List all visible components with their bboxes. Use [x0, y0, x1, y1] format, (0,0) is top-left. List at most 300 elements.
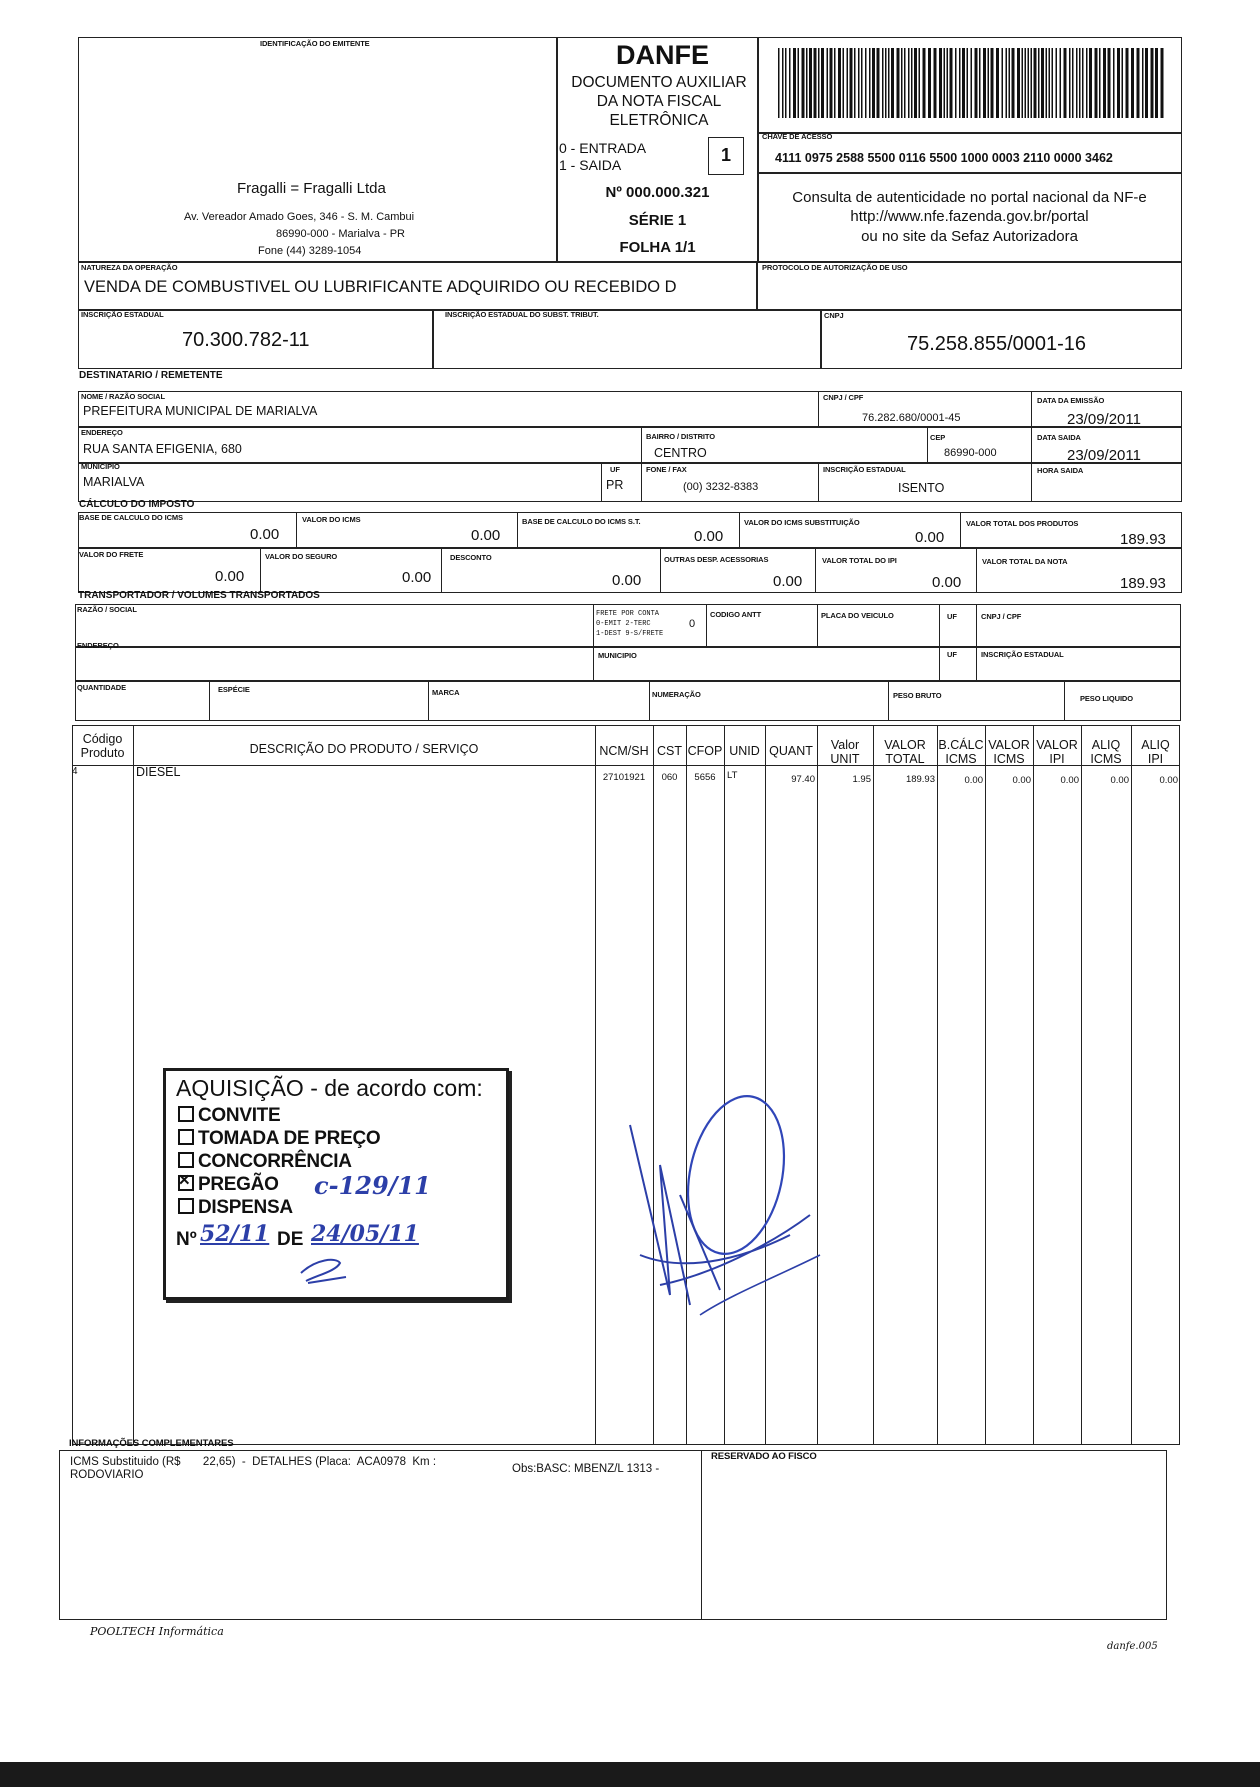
stamp-option-label: CONVITE [198, 1105, 281, 1126]
row-quant: 97.40 [791, 774, 815, 785]
emitente-cep-city: 86990-000 - Marialva - PR [276, 228, 406, 240]
barcode-bar [1009, 48, 1011, 118]
stamp-option-label: PREGÃO [198, 1174, 279, 1195]
frete-conta-3: 1-DEST 9-S/FRETE [596, 630, 664, 638]
barcode-bar [827, 48, 829, 118]
dest-endereco-label: ENDEREÇO [81, 428, 123, 437]
barcode-bar [814, 48, 817, 118]
dest-ie-label: INSCRIÇÃO ESTADUAL [823, 465, 906, 474]
divider [976, 604, 977, 648]
dest-nome-value: PREFEITURA MUNICIPAL DE MARIALVA [83, 404, 318, 418]
transp-ie-label: INSCRIÇÃO ESTADUAL [981, 650, 1064, 659]
barcode-bar [950, 48, 953, 118]
chave-label: CHAVE DE ACESSO [762, 132, 833, 141]
stamp-numero-handwritten: 52/11 [200, 1221, 270, 1247]
dest-cep-label: CEP [930, 433, 946, 442]
dest-cnpj-label: CNPJ / CPF [823, 393, 864, 402]
barcode-bar [1049, 48, 1051, 118]
seguro-value: 0.00 [402, 569, 432, 586]
numeracao-label: NUMERAÇÃO [652, 690, 701, 699]
barcode-bar [854, 48, 856, 118]
desconto-label: DESCONTO [450, 553, 492, 562]
ie-st-label: INSCRIÇÃO ESTADUAL DO SUBST. TRIBUT. [445, 310, 599, 319]
barcode-bar [1064, 48, 1067, 118]
checkbox-icon [178, 1129, 194, 1145]
stamp-initial-mark [296, 1253, 356, 1289]
dest-municipio-label: MUNICIPIO [81, 462, 120, 471]
frete-label: VALOR DO FRETE [79, 550, 144, 559]
imposto-section: CÁLCULO DO IMPOSTO [79, 499, 195, 510]
hdr-vipi-1: VALOR [1036, 738, 1078, 752]
footer-software: POOLTECH Informática [90, 1625, 224, 1638]
tipo-value: 1 [720, 145, 731, 165]
transp-endereco-label: ENDEREÇO [77, 641, 119, 650]
divider [817, 604, 818, 648]
divider [601, 462, 602, 502]
barcode-bar [1122, 48, 1124, 118]
barcode-bar [850, 48, 853, 118]
desconto-value: 0.00 [612, 572, 642, 589]
row-bcalc: 0.00 [964, 775, 983, 786]
danfe-subtitle-2: DA NOTA FISCAL [596, 93, 722, 110]
emitente-section-label: IDENTIFICAÇÃO DO EMITENTE [260, 39, 370, 48]
hdr-descricao: DESCRIÇÃO DO PRODUTO / SERVIÇO [249, 742, 479, 756]
stamp-data-handwritten: 24/05/11 [311, 1221, 419, 1247]
hdr-unid: UNID [729, 744, 760, 758]
ipi-value: 0.00 [932, 574, 962, 591]
hdr-aipi-2: IPI [1147, 752, 1164, 766]
barcode-bar [809, 48, 812, 118]
divider [939, 604, 940, 648]
barcode-bar [908, 48, 910, 118]
row-vicms: 0.00 [1012, 775, 1031, 786]
destinatario-section: DESTINATARIO / REMETENTE [79, 370, 223, 381]
row-codigo: 4 [72, 766, 78, 777]
dest-row2 [78, 426, 1182, 464]
especie-label: ESPÉCIE [218, 685, 250, 694]
consulta-line-1: Consulta de autenticidade no portal nacional da NF-e [792, 189, 1147, 206]
dest-row3 [78, 462, 1182, 502]
barcode-bar [818, 48, 820, 118]
barcode-bar [877, 48, 880, 118]
barcode-bar [843, 48, 845, 118]
row-ncm: 27101921 [602, 772, 646, 783]
stamp-title: AQUISIÇÃO - de acordo com: [176, 1075, 483, 1101]
valor-icms-value: 0.00 [471, 527, 501, 544]
barcode-bar [897, 48, 900, 118]
barcode-bar [1002, 48, 1004, 118]
hdr-aicms-2: ICMS [1090, 752, 1122, 766]
barcode-bar [1006, 48, 1008, 118]
barcode-bar [979, 48, 981, 118]
barcode-bar [1099, 48, 1101, 118]
dest-cnpj-value: 76.282.680/0001-45 [862, 412, 961, 424]
barcode-bar [821, 48, 824, 118]
adicionais-line-1: ICMS Substituido (R$ 22,65) - DETALHES (Placa: ACA0978 Km : [70, 1456, 437, 1468]
hdr-codigo-1: Código [82, 732, 123, 746]
ie-label: INSCRIÇÃO ESTADUAL [81, 310, 164, 319]
transp-antt-label: CODIGO ANTT [710, 610, 762, 619]
barcode-bar [1022, 48, 1024, 118]
danfe-subtitle-1: DOCUMENTO AUXILIAR [571, 74, 747, 91]
barcode-bar [901, 48, 903, 118]
barcode-bar [789, 48, 791, 118]
barcode-bar [1060, 48, 1062, 118]
divider [441, 547, 442, 593]
barcode-bar [1038, 48, 1040, 118]
barcode-bar [1031, 48, 1033, 118]
divider [888, 681, 889, 721]
divider [1031, 391, 1032, 428]
barcode-bar [1131, 48, 1134, 118]
total-prod-label: VALOR TOTAL DOS PRODUTOS [966, 519, 1079, 528]
divider [209, 681, 210, 721]
hdr-bcalc-1: B.CÁLC [938, 738, 984, 752]
barcode-bar [983, 48, 986, 118]
transp-municipio-label: MUNICIPIO [598, 651, 637, 660]
divider [701, 1450, 702, 1620]
barcode-bar [1052, 48, 1054, 118]
frete-conta-2: 0-EMIT 2-TERC [596, 620, 651, 628]
row-vunit: 1.95 [852, 774, 871, 785]
footer-code: danfe.005 [1107, 1641, 1158, 1652]
barcode-bar [1017, 48, 1020, 118]
barcode-bar [1086, 48, 1088, 118]
nf-serie: SÉRIE 1 [628, 212, 687, 229]
row-cfop: 5656 [694, 772, 716, 783]
chave-value: 4111 0975 2588 5500 0116 5500 1000 0003 2110 0000 3462 [775, 151, 1113, 165]
pregao-handwritten: c-129/11 [314, 1171, 431, 1200]
barcode-bar [1126, 48, 1129, 118]
barcode-bar [1161, 48, 1164, 118]
dest-fone-value: (00) 3232-8383 [683, 481, 759, 493]
barcode-bar [798, 48, 800, 118]
barcode-bar [967, 48, 969, 118]
barcode-bar [858, 48, 860, 118]
protocolo-label: PROTOCOLO DE AUTORIZAÇÃO DE USO [762, 263, 908, 272]
danfe-subtitle-3: ELETRÔNICA [609, 112, 709, 129]
emitente-name: Fragalli = Fragalli Ltda [237, 180, 386, 197]
total-prod-value: 189.93 [1120, 531, 1166, 548]
entrada-label: 0 - ENTRADA [559, 140, 647, 156]
barcode-bar [947, 48, 949, 118]
divider [937, 725, 938, 1445]
natureza-label: NATUREZA DA OPERAÇÃO [81, 263, 178, 272]
hdr-bcalc-2: ICMS [945, 752, 977, 766]
barcode-bar [872, 48, 875, 118]
hdr-vunit-1: Valor [830, 738, 860, 752]
row-aipi: 0.00 [1159, 775, 1178, 786]
consulta-line-3: ou no site da Sefaz Autorizadora [861, 228, 1078, 245]
barcode-bar [888, 48, 890, 118]
divider [960, 512, 961, 549]
dest-emissao-value: 23/09/2011 [1067, 411, 1141, 428]
barcode-bar [1041, 48, 1044, 118]
hdr-cfop: CFOP [687, 744, 723, 758]
checkbox-icon [178, 1198, 194, 1214]
checkbox-icon [178, 1152, 194, 1168]
stamp-option-pregao [178, 1174, 279, 1196]
divider [815, 547, 816, 593]
hdr-vtotal-1: VALOR [884, 738, 926, 752]
hdr-aipi-1: ALIQ [1141, 738, 1170, 752]
barcode-bar [1072, 48, 1074, 118]
adicionais-obs: Obs:BASC: MBENZ/L 1313 - [512, 1463, 660, 1475]
divider [1064, 681, 1065, 721]
divider [593, 646, 594, 681]
barcode-bar [1025, 48, 1027, 118]
nf-folha: FOLHA 1/1 [619, 239, 696, 256]
row-vtotal: 189.93 [905, 774, 935, 785]
dest-saida-label: DATA SAIDA [1037, 433, 1081, 442]
saida-label: 1 - SAIDA [559, 157, 622, 173]
dest-bairro-value: CENTRO [654, 446, 707, 460]
barcode-bar [975, 48, 978, 118]
barcode-bar [1117, 48, 1120, 118]
hdr-vicms-1: VALOR [988, 738, 1030, 752]
ipi-label: VALOR TOTAL DO IPI [822, 556, 897, 565]
barcode-bar [991, 48, 994, 118]
total-nota-value: 189.93 [1120, 575, 1166, 592]
hdr-vicms-2: ICMS [993, 752, 1025, 766]
barcode-image [778, 48, 1165, 118]
frete-value: 0.00 [215, 568, 245, 585]
dest-ie-value: ISENTO [898, 481, 945, 495]
row-aicms: 0.00 [1110, 775, 1129, 786]
divider [873, 725, 874, 1445]
divider [649, 681, 650, 721]
transp-cnpj-label: CNPJ / CPF [981, 612, 1022, 621]
barcode-bar [782, 48, 784, 118]
frete-conta-1: FRETE POR CONTA [596, 610, 660, 618]
base-st-label: BASE DE CALCULO DO ICMS S.T. [522, 517, 641, 526]
barcode-bar [911, 48, 913, 118]
stamp-option-convite [178, 1105, 280, 1127]
transp-placa-label: PLACA DO VEICULO [821, 611, 894, 620]
divider [595, 725, 596, 1445]
barcode-bar [904, 48, 906, 118]
dest-endereco-value: RUA SANTA EFIGENIA, 680 [83, 442, 242, 456]
barcode-bar [834, 48, 836, 118]
barcode-bar [1108, 48, 1111, 118]
stamp-de-label: DE [277, 1229, 304, 1250]
divider [1031, 426, 1032, 464]
frete-conta-value: 0 [689, 618, 696, 630]
divider [260, 547, 261, 593]
barcode-bar [1113, 48, 1115, 118]
row-cst: 060 [661, 772, 678, 783]
barcode-bar [934, 48, 937, 118]
divider [976, 547, 977, 593]
divider [818, 462, 819, 502]
barcode-bar [1089, 48, 1092, 118]
ie-value: 70.300.782-11 [182, 329, 310, 351]
barcode-bar [928, 48, 931, 118]
outras-label: OUTRAS DESP. ACESSORIAS [664, 555, 769, 564]
barcode-bar [939, 48, 942, 118]
divider [939, 646, 940, 681]
signature-mark [610, 1075, 850, 1345]
aquisicao-stamp [163, 1068, 509, 1300]
consulta-line-2: http://www.nfe.fazenda.gov.br/portal [850, 208, 1089, 225]
barcode-bar [971, 48, 973, 118]
divider [133, 725, 134, 1445]
barcode-bar [1145, 48, 1148, 118]
barcode-bar [891, 48, 894, 118]
base-icms-value: 0.00 [250, 526, 280, 543]
barcode-bar [838, 48, 841, 118]
row-unid: LT [727, 770, 738, 781]
stamp-option-concorrencia [178, 1151, 352, 1173]
barcode-bar [1056, 48, 1058, 118]
dest-municipio-value: MARIALVA [83, 475, 145, 489]
stamp-option-label: TOMADA DE PREÇO [198, 1128, 381, 1149]
barcode-bar [996, 48, 999, 118]
cnpj-label: CNPJ [824, 311, 844, 320]
divider [1033, 725, 1034, 1445]
barcode-bar [793, 48, 796, 118]
divider [818, 391, 819, 428]
barcode-bar [962, 48, 965, 118]
divider [706, 604, 707, 648]
barcode-bar [988, 48, 990, 118]
divider [428, 681, 429, 721]
dest-saida-value: 23/09/2011 [1067, 447, 1141, 464]
barcode-bar [1069, 48, 1071, 118]
dest-fone-label: FONE / FAX [646, 465, 687, 474]
dest-bairro-label: BAIRRO / DISTRITO [646, 432, 715, 441]
total-nota-label: VALOR TOTAL DA NOTA [982, 557, 1068, 566]
hdr-cst: CST [657, 744, 682, 758]
base-icms-label: BASE DE CALCULO DO ICMS [79, 513, 183, 522]
danfe-title: DANFE [616, 40, 709, 70]
hdr-vunit-2: UNIT [830, 752, 860, 766]
barcode-bar [778, 48, 780, 118]
row-descricao: DIESEL [136, 765, 181, 779]
barcode-bar [882, 48, 884, 118]
dest-emissao-label: DATA DA EMISSÃO [1037, 396, 1105, 405]
barcode-bar [865, 48, 867, 118]
divider [641, 462, 642, 502]
transp-razao-label: RAZÃO / SOCIAL [77, 605, 137, 614]
barcode-bar [1095, 48, 1098, 118]
transporte-section: TRANSPORTADOR / VOLUMES TRANSPORTADOS [78, 590, 320, 601]
checkbox-icon [178, 1106, 194, 1122]
valor-st-label: VALOR DO ICMS SUBSTITUIÇÃO [744, 518, 860, 527]
barcode-bar [1155, 48, 1158, 118]
hdr-vtotal-2: TOTAL [885, 752, 925, 766]
barcode-bar [944, 48, 946, 118]
outras-value: 0.00 [773, 573, 803, 590]
stamp-numero-prefix: Nº [176, 1229, 197, 1250]
barcode-bar [885, 48, 887, 118]
barcode-bar [806, 48, 808, 118]
barcode-bar [802, 48, 805, 118]
adicionais-line-2: RODOVIARIO [70, 1469, 144, 1481]
divider [1031, 462, 1032, 502]
divider [1081, 725, 1082, 1445]
adicionais-box [59, 1450, 1167, 1620]
barcode-bar [1082, 48, 1084, 118]
stamp-option-tomada [178, 1128, 380, 1150]
bruto-label: PESO BRUTO [893, 691, 942, 700]
cnpj-value: 75.258.855/0001-16 [907, 333, 1087, 355]
dest-nome-label: NOME / RAZÃO SOCIAL [81, 392, 165, 401]
barcode-bar [1046, 48, 1048, 118]
barcode-bar [1151, 48, 1154, 118]
divider [1131, 725, 1132, 1445]
transp-uf2-label: UF [947, 650, 957, 659]
seguro-label: VALOR DO SEGURO [265, 552, 338, 561]
adicionais-label: INFORMAÇÕES COMPLEMENTARES [69, 1438, 234, 1449]
barcode-bar [830, 48, 833, 118]
divider [739, 512, 740, 549]
stamp-option-dispensa [178, 1197, 293, 1219]
hdr-vipi-2: IPI [1049, 752, 1065, 766]
barcode-bar [923, 48, 926, 118]
hdr-codigo-2: Produto [80, 746, 125, 760]
marca-label: MARCA [432, 688, 460, 697]
barcode-bar [1079, 48, 1081, 118]
barcode-bar [1076, 48, 1078, 118]
qtd-label: QUANTIDADE [77, 683, 126, 692]
hdr-quant: QUANT [769, 744, 813, 758]
dest-uf-value: PR [606, 478, 624, 492]
divider [517, 512, 518, 549]
valor-st-value: 0.00 [915, 529, 945, 546]
dest-uf-label: UF [610, 465, 620, 474]
liquido-label: PESO LIQUIDO [1080, 694, 1133, 703]
base-st-value: 0.00 [694, 528, 724, 545]
checked-checkbox-icon: ✕ [178, 1175, 194, 1191]
divider [641, 426, 642, 464]
barcode-bar [847, 48, 849, 118]
barcode-bar [1137, 48, 1140, 118]
barcode-bar [1103, 48, 1106, 118]
divider [593, 604, 594, 648]
divider [976, 646, 977, 681]
barcode-bar [914, 48, 917, 118]
barcode-bar [1142, 48, 1144, 118]
emitente-phone: Fone (44) 3289-1054 [258, 245, 362, 257]
dest-cep-value: 86990-000 [944, 447, 997, 459]
barcode-bar [861, 48, 863, 118]
barcode-bar [1034, 48, 1037, 118]
divider [660, 547, 661, 593]
stamp-option-label: CONCORRÊNCIA [198, 1151, 352, 1172]
emitente-address: Av. Vereador Amado Goes, 346 - S. M. Cambui [184, 211, 415, 223]
hdr-ncm: NCM/SH [599, 744, 649, 758]
barcode-bar [1012, 48, 1015, 118]
barcode-bar [955, 48, 957, 118]
nf-number: Nº 000.000.321 [605, 184, 710, 201]
divider [927, 426, 928, 464]
barcode-bar [959, 48, 961, 118]
hdr-aicms-1: ALIQ [1091, 738, 1121, 752]
divider [296, 512, 297, 549]
barcode-bar [1028, 48, 1030, 118]
stamp-option-label: DISPENSA [198, 1197, 293, 1218]
fisco-label: RESERVADO AO FISCO [711, 1451, 817, 1462]
barcode-bar [919, 48, 921, 118]
divider [985, 725, 986, 1445]
barcode-bar [785, 48, 787, 118]
valor-icms-label: VALOR DO ICMS [302, 515, 361, 524]
row-vipi: 0.00 [1060, 775, 1079, 786]
transp-uf-label: UF [947, 612, 957, 621]
barcode-bar [869, 48, 871, 118]
dest-hora-label: HORA SAIDA [1037, 466, 1084, 475]
